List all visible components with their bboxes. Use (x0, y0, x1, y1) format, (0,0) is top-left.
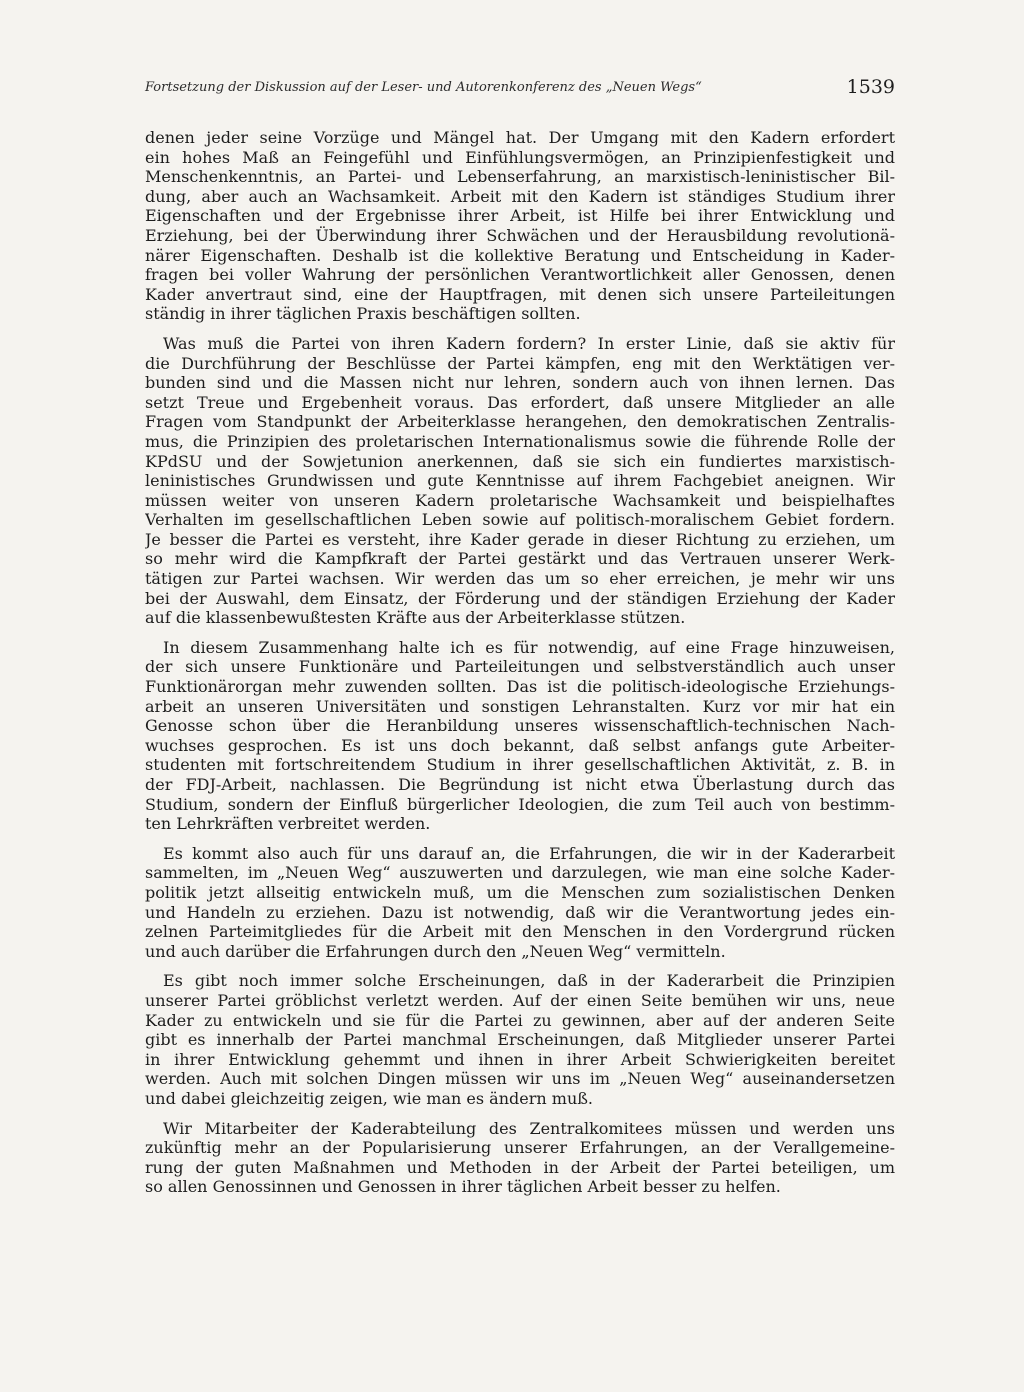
text-line: dung, aber auch an Wachsamkeit. Arbeit mit den Kadern ist ständiges Studium ihrer (145, 186, 895, 206)
text-line: tätigen zur Partei wachsen. Wir werden das um so eher erreichen, je mehr wir uns (145, 569, 895, 589)
text-line: In diesem Zusammenhang halte ich es für notwendig, auf eine Frage hinzuweisen, (163, 637, 895, 657)
text-line: werden. Auch mit solchen Dingen müssen wir uns im „Neuen Weg“ auseinandersetzen (145, 1069, 895, 1089)
text-line: studenten mit fortschreitendem Studium in ihrer gesellschaftlichen Aktivität, z. B. in (145, 755, 895, 775)
body-text (145, 128, 895, 1207)
text-line: Was muß die Partei von ihren Kadern fordern? In erster Linie, daß sie aktiv für (163, 333, 895, 353)
text-line: die Durchführung der Beschlüsse der Partei kämpfen, eng mit den Werktätigen ver- (145, 353, 895, 373)
text-line: sammelten, im „Neuen Weg“ auszuwerten und darzulegen, wie man eine solche Kader- (145, 863, 895, 883)
paragraph (145, 844, 895, 962)
text-line: Menschenkenntnis, an Partei- und Lebenserfahrung, an marxistisch-leninistischer Bil- (145, 167, 895, 187)
text-line: KPdSU und der Sowjetunion anerkennen, daß sie sich ein fundiertes marxistisch- (145, 451, 895, 471)
text-line: Verhalten im gesellschaftlichen Leben sowie auf politisch-moralischem Gebiet fordern. (145, 510, 895, 530)
paragraph (145, 334, 895, 628)
text-line: Wir Mitarbeiter der Kaderabteilung des Zentralkomitees müssen und werden uns (163, 1118, 895, 1138)
text-line: ein hohes Maß an Feingefühl und Einfühlungsvermögen, an Prinzipienfestigkeit und (145, 147, 895, 167)
page-number: 1539 (846, 76, 895, 98)
text-line: in ihrer Entwicklung gehemmt und ihnen in ihrer Arbeit Schwierigkeiten bereitet (145, 1049, 895, 1069)
text-line: denen jeder seine Vorzüge und Mängel hat. Der Umgang mit den Kadern erfordert (145, 128, 895, 147)
text-line: der FDJ-Arbeit, nachlassen. Die Begründung ist nicht etwa Überlastung durch das (145, 775, 895, 794)
text-line: Eigenschaften und der Ergebnisse ihrer Arbeit, ist Hilfe bei ihrer Entwicklung und (145, 206, 895, 226)
text-line: fragen bei voller Wahrung der persönlichen Verantwortlichkeit aller Genossen, denen (145, 265, 895, 285)
text-line: gibt es innerhalb der Partei manchmal Erscheinungen, daß Mitglieder unserer Partei (145, 1030, 895, 1050)
text-line: politik jetzt allseitig entwickeln muß, um die Menschen zum sozialistischen Denken (145, 882, 895, 902)
text-line: Kader zu entwickeln und sie für die Partei zu gewinnen, aber auf der anderen Seite (145, 1010, 895, 1030)
text-line: auf die klassenbewußtesten Kräfte aus der Arbeiterklasse stützen. (145, 608, 686, 628)
text-line: setzt Treue und Ergebenheit voraus. Das erfordert, daß unsere Mitglieder an alle (145, 392, 895, 412)
text-line: und auch darüber die Erfahrungen durch den „Neuen Weg“ vermitteln. (145, 941, 726, 961)
text-line: närer Eigenschaften. Deshalb ist die kollektive Beratung und Entscheidung in Kader- (145, 245, 895, 265)
paragraph (145, 1119, 895, 1197)
text-line: Kader anvertraut sind, eine der Hauptfragen, mit denen sich unsere Parteileitungen (145, 284, 895, 304)
text-line: unserer Partei gröblichst verletzt werden. Auf der einen Seite bemühen wir uns, neue (145, 990, 895, 1010)
text-line: Fragen vom Standpunkt der Arbeiterklasse herangehen, den demokratischen Zentralis- (145, 412, 895, 432)
text-line: wuchses gesprochen. Es ist uns doch bekannt, daß selbst anfangs gute Arbeiter- (145, 735, 895, 755)
paragraph (145, 128, 895, 324)
text-line: bei der Auswahl, dem Einsatz, der Förderung und der ständigen Erziehung der Kader (145, 588, 895, 608)
text-line: Es kommt also auch für uns darauf an, die Erfahrungen, die wir in der Kaderarbeit (163, 843, 895, 863)
text-line: so allen Genossinnen und Genossen in ihrer täglichen Arbeit besser zu helfen. (145, 1177, 781, 1197)
text-line: zelnen Parteimitgliedes für die Arbeit mit den Menschen in den Vordergrund rücken (145, 922, 895, 942)
text-line: ten Lehrkräften verbreitet werden. (145, 814, 431, 834)
text-line: arbeit an unseren Universitäten und sonstigen Lehranstalten. Kurz vor mir hat ein (145, 696, 895, 716)
running-head (145, 76, 895, 106)
text-line: bunden sind und die Massen nicht nur lehren, sondern auch von ihnen lernen. Das (145, 373, 895, 393)
text-line: so mehr wird die Kampfkraft der Partei gestärkt und das Vertrauen unserer Werk- (145, 549, 895, 569)
text-line: der sich unsere Funktionäre und Parteileitungen und selbstverständlich auch unser (145, 657, 895, 677)
text-line: Studium, sondern der Einfluß bürgerlicher Ideologien, die zum Teil auch von bestimm- (145, 794, 895, 814)
text-line: Je besser die Partei es versteht, ihre Kader gerade in dieser Richtung zu erziehen, um (145, 529, 895, 549)
text-line: zukünftig mehr an der Popularisierung unserer Erfahrungen, an der Verallgemeine- (145, 1138, 895, 1158)
text-line: leninistisches Grundwissen und gute Kenntnisse auf ihrem Fachgebiet aneignen. Wir (145, 471, 895, 491)
paragraph (145, 638, 895, 834)
text-line: und dabei gleichzeitig zeigen, wie man es ändern muß. (145, 1088, 594, 1108)
text-line: Erziehung, bei der Überwindung ihrer Schwächen und der Herausbildung revolutionä- (145, 225, 895, 245)
text-line: mus, die Prinzipien des proletarischen Internationalismus sowie die führende Rolle der (145, 431, 895, 451)
text-line: Funktionärorgan mehr zuwenden sollten. Das ist die politisch-ideologische Erziehungs- (145, 677, 895, 697)
text-line: ständig in ihrer täglichen Praxis beschäftigen sollten. (145, 304, 581, 324)
text-line: Genosse schon über die Heranbildung unseres wissenschaftlich-technischen Nach- (145, 716, 895, 736)
paragraph (145, 971, 895, 1108)
text-line: und Handeln zu erziehen. Dazu ist notwendig, daß wir die Verantwortung jedes ein- (145, 902, 895, 922)
running-title: Fortsetzung der Diskussion auf der Leser- und Autorenkonferenz des „Neuen Wegs“ (145, 80, 702, 95)
text-line: rung der guten Maßnahmen und Methoden in der Arbeit der Partei beteiligen, um (145, 1157, 895, 1177)
text-line: Es gibt noch immer solche Erscheinungen, daß in der Kaderarbeit die Prinzipien (163, 971, 895, 991)
text-line: müssen weiter von unseren Kadern proletarische Wachsamkeit und beispielhaftes (145, 490, 895, 510)
